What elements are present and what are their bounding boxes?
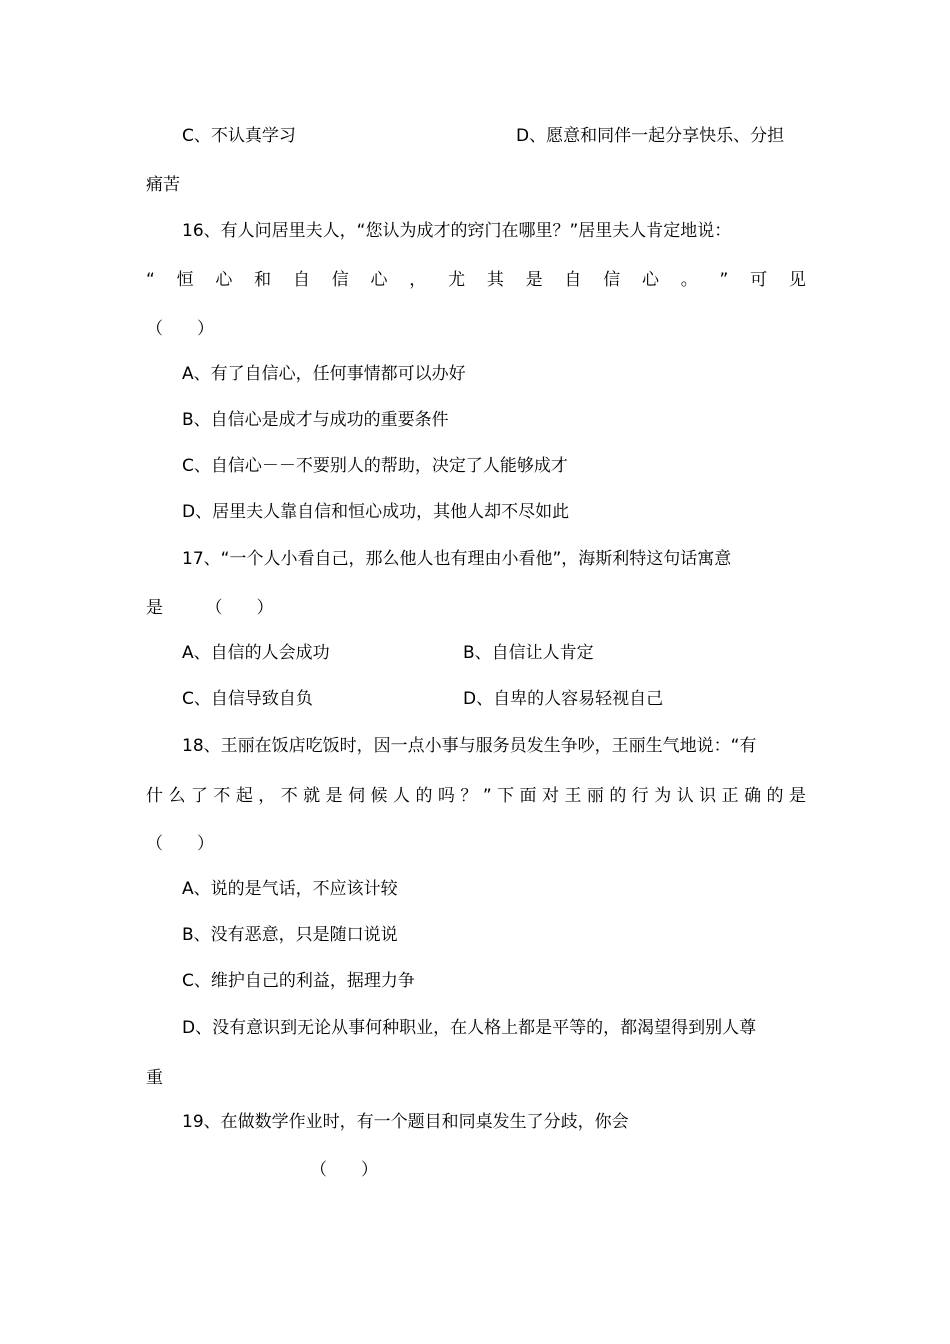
q16-stem: 16、有人问居里夫人，“您认为成才的窍门在哪里？”居里夫人肯定地说： [182, 221, 732, 241]
q17-stem-continued: 是 （ ） [146, 598, 274, 618]
q15-option-c: C、不认真学习 [182, 126, 296, 146]
q18-answer-paren: （ ） [146, 834, 214, 854]
q16-char: 心 [215, 270, 233, 290]
q18-option-d-continued: 重 [146, 1068, 163, 1088]
q16-char: ” [719, 270, 729, 290]
q16-char: 可 [750, 270, 768, 290]
q16-option-b: B、自信心是成才与成功的重要条件 [182, 410, 449, 430]
q16-char: 是 [525, 270, 543, 290]
q18-stem: 18、王丽在饭店吃饭时，因一点小事与服务员发生争吵，王丽生气地说：“有 [182, 736, 757, 756]
q18-option-a: A、说的是气话，不应该计较 [182, 879, 398, 899]
q19-stem: 19、在做数学作业时，有一个题目和同桌发生了分歧，你会 [182, 1112, 629, 1132]
q16-char: 见 [788, 270, 806, 290]
q16-char: 心 [641, 270, 659, 290]
q17-option-b: B、自信让人肯定 [463, 643, 594, 663]
q16-char: 心 [370, 270, 388, 290]
q16-char: 其 [486, 270, 504, 290]
q16-char: 尤 [448, 270, 466, 290]
q16-char: 和 [254, 270, 272, 290]
q19-answer-paren: （ ） [310, 1160, 378, 1180]
q16-stem-continued [146, 268, 806, 292]
q17-option-c: C、自信导致自负 [182, 689, 313, 709]
q16-answer-paren: （ ） [146, 319, 214, 339]
q16-char: ， [409, 270, 427, 290]
q16-char: 恒 [176, 270, 194, 290]
q17-stem: 17、“一个人小看自己，那么他人也有理由小看他”，海斯利特这句话寓意 [182, 549, 732, 569]
q16-char: 信 [331, 270, 349, 290]
q15-option-d: D、愿意和同伴一起分享快乐、分担 [516, 126, 785, 146]
q16-char: 自 [292, 270, 310, 290]
q18-option-d: D、没有意识到无论从事何种职业，在人格上都是平等的，都渴望得到别人尊 [182, 1018, 757, 1038]
q16-option-c: C、自信心－－不要别人的帮助，决定了人能够成才 [182, 456, 568, 476]
q15-option-d-continued: 痛苦 [146, 175, 180, 195]
q18-option-c: C、维护自己的利益，据理力争 [182, 971, 415, 991]
q17-option-a: A、自信的人会成功 [182, 643, 330, 663]
q16-option-a: A、有了自信心，任何事情都可以办好 [182, 364, 466, 384]
q16-char: 信 [603, 270, 621, 290]
q16-option-d: D、居里夫人靠自信和恒心成功，其他人却不尽如此 [182, 502, 570, 522]
q18-option-b: B、没有恶意，只是随口说说 [182, 925, 398, 945]
q16-char: 自 [564, 270, 582, 290]
q18-stem-continued: 什么了不起，不就是伺候人的吗？”下面对王丽的行为认识正确的是 [146, 786, 806, 806]
q17-option-d: D、自卑的人容易轻视自己 [463, 689, 664, 709]
q16-char: “ [146, 270, 155, 290]
q16-char: 。 [680, 270, 698, 290]
